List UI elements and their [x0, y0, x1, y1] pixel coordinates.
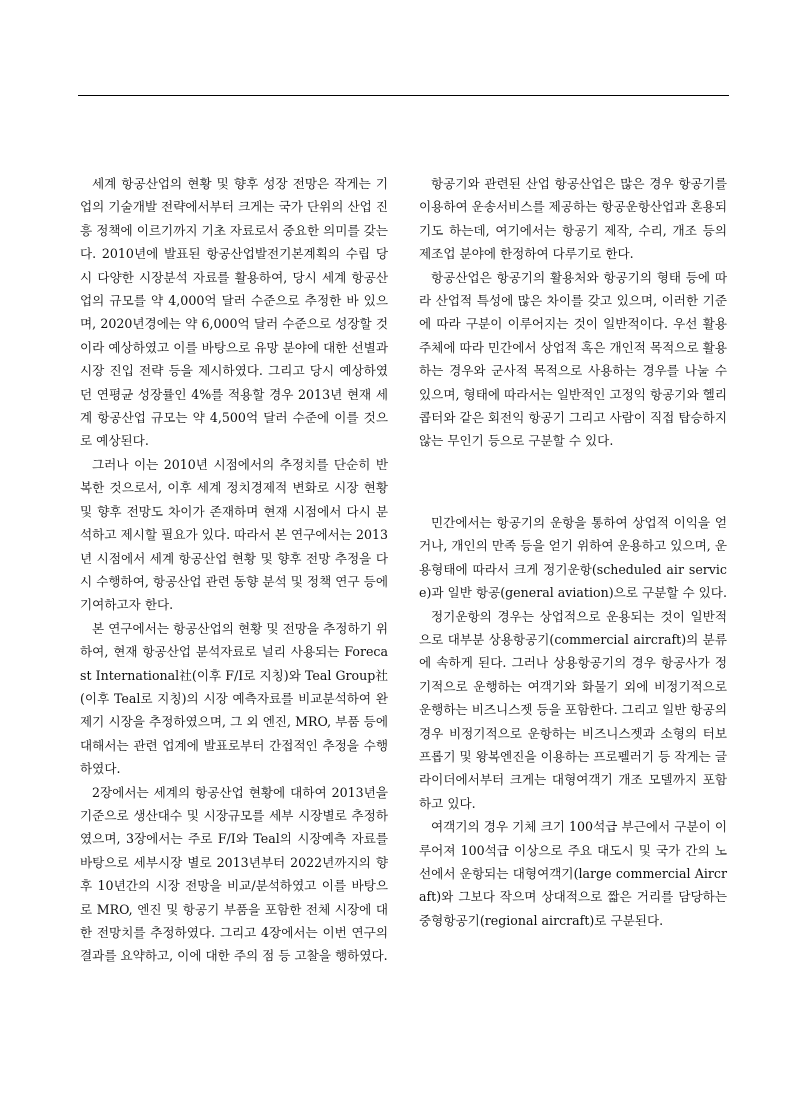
paragraph: 항공산업은 항공기의 활용처와 항공기의 형태 등에 따라 산업적 특성에 많은 차이를 갖고 있으며, 이러한 기준에 따라 구분이 이루어지는 것이 일반적이다. 우선 활용주체에 따라 민간에서 상업적 혹은 개인적 목적으로 활용하는 경우와 군사적 목적으로 사용하는 경우를 나눌 수 있으며, 형태에 따라서는 일반적인 고정익 항공기와 헬리콥터와 같은 회전익 항공기 그리고 사람이 직접 탑승하지 않는 무인기 등으로 구분할 수 있다. [419, 269, 727, 449]
right-column [419, 172, 727, 932]
paragraph: 정기운항의 경우는 상업적으로 운용되는 것이 일반적으로 대부분 상용항공기(commercial aircraft)의 분류에 속하게 된다. 그러나 상용항공기의 경우 항공사가 정기적으로 운행하는 여객기와 화물기 외에 비정기적으로 운행하는 비즈니스젯 등을 포함한다. 그리고 일반 항공의 경우 비정기적으로 운항하는 비즈니스젯과 소형의 터보프롭기 및 왕복엔진을 이용하는 프로펠러기 등 작게는 글라이더에서부터 크게는 대형여객기 개조 모델까지 포함하고 있다. [419, 608, 727, 811]
paragraph: 본 연구에서는 항공산업의 현황 및 전망을 추정하기 위하여, 현재 항공산업 분석자료로 널리 사용되는 Forecast International社(이후 F/I로 지칭)와 Teal Group社(이후 Teal로 지칭)의 시장 예측자료를 비교분석하여 완제기 시장을 추정하였으며, 그 외 엔진, MRO, 부품 등에 대해서는 관련 업계에 발표로부터 간접적인 추정을 수행하였다. [80, 620, 388, 777]
paragraph: 여객기의 경우 기체 크기 100석급 부근에서 구분이 이루어져 100석급 이상으로 주요 대도시 및 국가 간의 노선에서 운항되는 대형여객기(large commercial Aircraft)와 그보다 작으며 상대적으로 짧은 거리를 담당하는 중형항공기(regional aircraft)로 구분된다. [419, 819, 727, 928]
paragraph: 그러나 이는 2010년 시점에서의 추정치를 단순히 반복한 것으로서, 이후 세계 정치경제적 변화로 시장 현황 및 향후 전망도 차이가 존재하며 현재 시점에서 다시 분석하고 제시할 필요가 있다. 따라서 본 연구에서는 2013년 시점에서 세계 항공산업 현황 및 향후 전망 추정을 다시 수행하여, 항공산업 관련 동향 분석 및 정책 연구 등에 기여하고자 한다. [80, 456, 388, 613]
paragraph: 세계 항공산업의 현황 및 향후 성장 전망은 작게는 기업의 기술개발 전략에서부터 크게는 국가 단위의 산업 진흥 정책에 이르기까지 기초 자료로서 중요한 의미를 갖는다. 2010년에 발표된 항공산업발전기본계획의 수립 당시 다양한 시장분석 자료를 활용하여, 당시 세계 항공산업의 규모를 약 4,000억 달러 수준으로 추정한 바 있으며, 2020년경에는 약 6,000억 달러 수준으로 성장할 것이라 예상하였고 이를 바탕으로 유망 분야에 대한 선별과 시장 진입 전략 등을 제시하였다. 그리고 당시 예상하였던 연평균 성장률인 4%를 적용할 경우 2013년 현재 세계 항공산업 규모는 약 4,500억 달러 수준에 이를 것으로 예상된다. [80, 176, 388, 449]
paragraph: 항공기와 관련된 산업 항공산업은 많은 경우 항공기를 이용하여 운송서비스를 제공하는 항공운항산업과 혼용되기도 하는데, 여기에서는 항공기 제작, 수리, 개조 등의 제조업 분야에 한정하여 다루기로 한다. [419, 176, 727, 262]
section-gap [419, 453, 727, 511]
paragraph: 2장에서는 세계의 항공산업 현황에 대하여 2013년을 기준으로 생산대수 및 시장규모를 세부 시장별로 추정하였으며, 3장에서는 주로 F/I와 Teal의 시장예측 자료를 바탕으로 세부시장 별로 2013년부터 2022년까지의 향후 10년간의 시장 전망을 비교/분석하였고 이를 바탕으로 MRO, 엔진 및 항공기 부품을 포함한 전체 시장에 대한 전망치를 추정하였다. 그리고 4장에서는 이번 연구의 결과를 요약하고, 이에 대한 주의 점 등 고찰을 행하였다. [80, 784, 388, 964]
header-rule [78, 95, 729, 96]
left-column [80, 172, 388, 968]
paragraph: 민간에서는 항공기의 운항을 통하여 상업적 이익을 얻거나, 개인의 만족 등을 얻기 위하여 운용하고 있으며, 운용형태에 따라서 크게 정기운항(scheduled air service)과 일반 항공(general aviation)으로 구분할 수 있다. [419, 514, 727, 601]
